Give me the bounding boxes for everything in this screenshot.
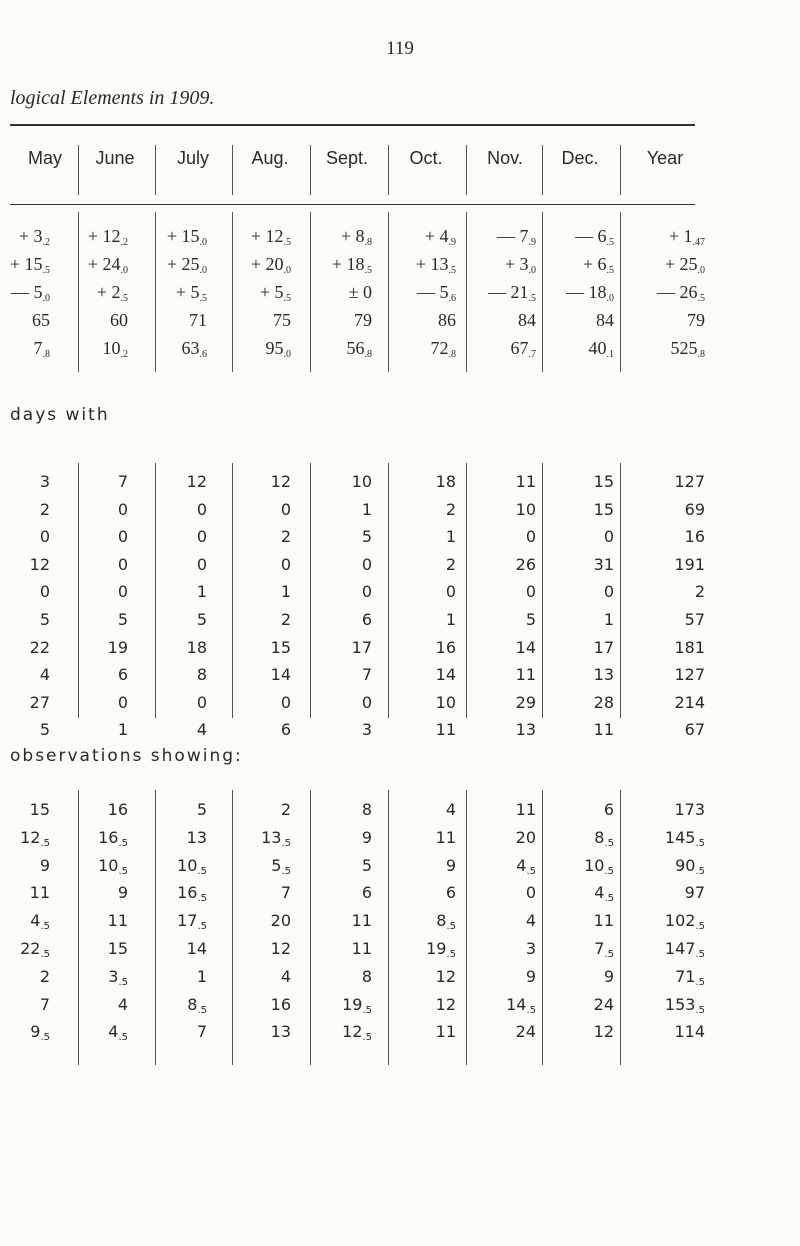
table-cell: 9 <box>525 966 536 986</box>
table-cell: 11 <box>351 911 372 931</box>
table-cell: 57 <box>684 610 705 629</box>
table-cell: 12 <box>270 939 291 958</box>
table-cell: — $26_{.5}$ <box>657 282 705 304</box>
table-cell: $4_{.5}$ <box>594 883 614 905</box>
table-cell: 15 <box>107 939 128 958</box>
table-cell: 11 <box>435 720 456 740</box>
table-cell: 13 <box>593 665 614 685</box>
table-cell: $4_{.5}$ <box>516 855 536 877</box>
table-cell: $7_{.8}$ <box>33 338 50 360</box>
table-cell: 9 <box>603 966 614 986</box>
column-rule <box>620 212 621 372</box>
table-cell: 2 <box>280 800 291 819</box>
column-rule <box>466 145 467 195</box>
header-rule <box>10 204 695 205</box>
table-cell: 11 <box>515 665 536 685</box>
table-cell: + $15_{.0}$ <box>166 226 207 248</box>
table-cell: 10 <box>435 692 456 712</box>
table-cell: $145_{.5}$ <box>664 827 705 849</box>
table-cell: + $6_{.5}$ <box>582 254 614 276</box>
table-cell: 4 <box>117 994 128 1014</box>
table-cell: 2 <box>39 966 50 986</box>
table-cell: 2 <box>445 554 456 574</box>
table-cell: 0 <box>525 883 536 903</box>
table-cell: 11 <box>435 827 456 847</box>
table-cell: + $4_{.9}$ <box>424 226 456 248</box>
table-cell: $72_{.8}$ <box>430 338 456 360</box>
table-cell: + $3_{.2}$ <box>18 226 50 248</box>
table-cell: 5 <box>361 527 372 547</box>
table-cell: 13 <box>515 720 536 740</box>
table-cell: 60 <box>110 310 128 330</box>
table-cell: $16_{.5}$ <box>98 827 128 849</box>
table-cell: $7_{.5}$ <box>594 939 614 960</box>
table-cell: — $21_{.5}$ <box>488 282 536 304</box>
table-cell: 13 <box>186 827 207 847</box>
column-header: Year <box>646 148 684 168</box>
table-cell: 11 <box>29 883 50 903</box>
table-cell: 18 <box>435 472 456 491</box>
table-cell: $14_{.5}$ <box>506 994 536 1016</box>
table-cell: $4_{.5}$ <box>108 1022 128 1044</box>
table-cell: + $12_{.5}$ <box>250 226 291 248</box>
column-header: July <box>176 148 209 168</box>
table-cell: 13 <box>270 1022 291 1042</box>
table-cell: 1 <box>361 499 372 519</box>
table-cell: 11 <box>593 911 614 931</box>
table-cell: 0 <box>196 554 207 574</box>
table-cell: 12 <box>29 554 50 574</box>
table-cell: 0 <box>39 527 50 547</box>
table-cell: $40_{.1}$ <box>588 338 614 360</box>
table-cell: + $25_{.0}$ <box>166 254 207 276</box>
section-label-observations: observations showing: <box>10 746 243 766</box>
table-cell: 10 <box>351 472 372 491</box>
table-cell: 31 <box>593 554 614 574</box>
table-cell: 11 <box>107 911 128 931</box>
table-cell: + $2_{.5}$ <box>96 282 128 304</box>
table-cell: 0 <box>361 692 372 712</box>
table-cell: 8 <box>361 966 372 986</box>
table-cell: 181 <box>674 637 705 657</box>
column-rule <box>155 145 156 195</box>
table-cell: 20 <box>270 911 291 931</box>
table-cell: — $5_{.6}$ <box>417 282 456 304</box>
table-cell: $22_{.5}$ <box>20 939 50 960</box>
table-cell: 4 <box>39 665 50 685</box>
table-cell: 4 <box>525 911 536 931</box>
table-cell: 8 <box>196 665 207 685</box>
table-cell: 79 <box>354 310 372 330</box>
table-cell: 20 <box>515 827 536 847</box>
table-cell: + $1_{.47}$ <box>668 226 705 248</box>
table-cell: 6 <box>361 610 372 629</box>
table-cell: $95_{.0}$ <box>265 338 291 360</box>
table-cell: 1 <box>445 610 456 629</box>
table-cell: $8_{.5}$ <box>594 827 614 849</box>
table-cell: + $12_{.2}$ <box>87 226 128 248</box>
table-cell: $10_{.5}$ <box>98 855 128 877</box>
table-cell: $67_{.7}$ <box>510 338 536 360</box>
table-cell: 18 <box>186 637 207 657</box>
table-cell: 24 <box>593 994 614 1014</box>
table-cell: 86 <box>438 310 456 330</box>
table-cell: 0 <box>361 554 372 574</box>
table-cell: — $7_{.9}$ <box>497 226 536 248</box>
table-cell: + $25_{.0}$ <box>664 254 705 276</box>
table-cell: $10_{.5}$ <box>177 855 207 877</box>
table-cell: 15 <box>29 800 50 819</box>
table-cell: 15 <box>593 499 614 519</box>
table-cell: ± 0 <box>348 282 372 302</box>
table-cell: 7 <box>117 472 128 491</box>
table-cell: $8_{.5}$ <box>436 911 456 933</box>
table-cell: 97 <box>684 883 705 903</box>
table-cell: — $18_{.0}$ <box>566 282 614 304</box>
table-cell: 16 <box>270 994 291 1014</box>
table-cell: 12 <box>435 994 456 1014</box>
column-rule <box>542 145 543 195</box>
table-cell: 0 <box>196 527 207 547</box>
column-rule <box>620 145 621 195</box>
table-cell: 6 <box>280 720 291 740</box>
column-rule <box>310 145 311 195</box>
table-cell: 3 <box>525 939 536 958</box>
table-cell: 5 <box>39 720 50 740</box>
table-cell: 14 <box>186 939 207 958</box>
table-cell: 6 <box>361 883 372 903</box>
table-cell: $8_{.5}$ <box>187 994 207 1016</box>
table-cell: 7 <box>361 665 372 685</box>
table-cell: 0 <box>445 582 456 602</box>
table-cell: 0 <box>603 527 614 547</box>
table-cell: 0 <box>117 527 128 547</box>
table-cell: 0 <box>117 554 128 574</box>
table-cell: 4 <box>445 800 456 819</box>
table-cell: 11 <box>515 800 536 819</box>
table-cell: 71 <box>189 310 207 330</box>
table-cell: 11 <box>435 1022 456 1042</box>
table-cell: 67 <box>684 720 705 740</box>
table-cell: $16_{.5}$ <box>177 883 207 905</box>
table-cell: 1 <box>196 582 207 602</box>
table-cell: 1 <box>117 720 128 740</box>
table-cell: 16 <box>684 527 705 547</box>
column-header: Dec. <box>561 148 599 168</box>
table-cell: — $6_{.5}$ <box>575 226 614 248</box>
table-cell: $56_{.8}$ <box>346 338 372 360</box>
table-cell: 6 <box>445 883 456 903</box>
table-cell: 0 <box>525 582 536 602</box>
table-cell: 12 <box>593 1022 614 1042</box>
table-cell: 9 <box>39 855 50 875</box>
table-cell: 15 <box>270 637 291 657</box>
table-cell: 2 <box>280 610 291 629</box>
column-header: Nov. <box>487 148 523 168</box>
table-cell: 191 <box>674 554 705 574</box>
table-cell: 14 <box>515 637 536 657</box>
table-cell: $13_{.5}$ <box>261 827 291 849</box>
table-cell: + $3_{.0}$ <box>504 254 536 276</box>
table-cell: 0 <box>603 582 614 602</box>
table-cell: 5 <box>525 610 536 629</box>
table-cell: 26 <box>515 554 536 574</box>
table-cell: $17_{.5}$ <box>177 911 207 933</box>
table-cell: + $18_{.5}$ <box>331 254 372 276</box>
table-cell: 12 <box>186 472 207 491</box>
table-cell: 12 <box>270 472 291 491</box>
table-cell: 0 <box>117 499 128 519</box>
table-cell: $9_{.5}$ <box>30 1022 50 1044</box>
table-cell: 2 <box>694 582 705 602</box>
table-cell: — $5_{.0}$ <box>11 282 50 304</box>
table-cell: 1 <box>445 527 456 547</box>
column-header: Aug. <box>251 148 289 168</box>
table-cell: $525_{.8}$ <box>670 338 705 360</box>
table-cell: 29 <box>515 692 536 712</box>
column-rule <box>388 145 389 195</box>
table-cell: 0 <box>39 582 50 602</box>
table-cell: 24 <box>515 1022 536 1042</box>
table-cell: 214 <box>674 692 705 712</box>
table-cell: 1 <box>603 610 614 629</box>
page-number: 119 <box>386 38 414 59</box>
table-cell: + $8_{.8}$ <box>340 226 372 248</box>
table-cell: 2 <box>280 527 291 547</box>
table-cell: 0 <box>280 692 291 712</box>
table-cell: 11 <box>593 720 614 740</box>
table-cell: $4_{.5}$ <box>30 911 50 933</box>
table-cell: 2 <box>39 499 50 519</box>
table-cell: $5_{.5}$ <box>271 855 291 877</box>
table-cell: + $15_{.5}$ <box>9 254 50 276</box>
table-cell: 7 <box>39 994 50 1014</box>
column-header: June <box>95 148 135 168</box>
table-cell: 0 <box>280 499 291 519</box>
table-cell: 5 <box>196 800 207 819</box>
column-header: Sept. <box>325 148 369 168</box>
table-cell: 5 <box>361 855 372 875</box>
table-cell: $147_{.5}$ <box>664 939 705 960</box>
table-cell: 75 <box>273 310 291 330</box>
table-cell: 84 <box>596 310 614 330</box>
table-cell: + $20_{.0}$ <box>250 254 291 276</box>
table-cell: 5 <box>117 610 128 629</box>
table-cell: 16 <box>435 637 456 657</box>
table-cell: 0 <box>280 554 291 574</box>
column-rule <box>78 145 79 195</box>
table-cell: 27 <box>29 692 50 712</box>
table-cell: 8 <box>361 800 372 819</box>
table-cell: 19 <box>107 637 128 657</box>
table-cell: 3 <box>361 720 372 740</box>
column-header: Oct. <box>409 148 443 168</box>
table-cell: 28 <box>593 692 614 712</box>
table-cell: 84 <box>518 310 536 330</box>
table-cell: 0 <box>361 582 372 602</box>
table-cell: 0 <box>117 582 128 602</box>
table-cell: $19_{.5}$ <box>426 939 456 960</box>
column-rule <box>232 145 233 195</box>
table-cell: 0 <box>525 527 536 547</box>
table-cell: $10_{.2}$ <box>102 338 128 360</box>
table-cell: 65 <box>32 310 50 330</box>
table-cell: $12_{.5}$ <box>20 827 50 849</box>
table-cell: 22 <box>29 637 50 657</box>
table-cell: 69 <box>684 499 705 519</box>
table-cell: 17 <box>593 637 614 657</box>
table-cell: + $24_{.0}$ <box>87 254 128 276</box>
table-cell: 10 <box>515 499 536 519</box>
table-cell: 127 <box>674 472 705 491</box>
table-cell: 1 <box>280 582 291 602</box>
table-cell: 9 <box>361 827 372 847</box>
table-cell: 14 <box>435 665 456 685</box>
table-cell: $10_{.5}$ <box>584 855 614 877</box>
table-cell: 5 <box>196 610 207 629</box>
table-cell: 79 <box>687 310 705 330</box>
table-cell: 127 <box>674 665 705 685</box>
top-rule <box>10 124 695 126</box>
table-cell: 15 <box>593 472 614 491</box>
table-cell: + $5_{.5}$ <box>259 282 291 304</box>
table-cell: 5 <box>39 610 50 629</box>
table-cell: 3 <box>39 472 50 491</box>
column-rule <box>620 463 621 718</box>
table-cell: 4 <box>196 720 207 740</box>
table-cell: $12_{.5}$ <box>342 1022 372 1044</box>
table-cell: $71_{.5}$ <box>675 966 705 988</box>
table-cell: 11 <box>351 939 372 958</box>
column-header: May <box>27 148 62 168</box>
table-cell: 6 <box>117 665 128 685</box>
table-cell: $102_{.5}$ <box>664 911 705 933</box>
table-cell: 6 <box>603 800 614 819</box>
table-cell: 2 <box>445 499 456 519</box>
table-cell: $90_{.5}$ <box>675 855 705 877</box>
table-cell: 0 <box>196 499 207 519</box>
table-cell: 16 <box>107 800 128 819</box>
table-cell: $19_{.5}$ <box>342 994 372 1016</box>
table-cell: $153_{.5}$ <box>664 994 705 1016</box>
table-cell: 7 <box>196 1022 207 1042</box>
table-cell: 0 <box>117 692 128 712</box>
table-cell: 173 <box>674 800 705 819</box>
table-cell: $63_{.6}$ <box>181 338 207 360</box>
table-cell: 9 <box>445 855 456 875</box>
table-cell: 11 <box>515 472 536 491</box>
table-cell: 7 <box>280 883 291 903</box>
table-cell: 9 <box>117 883 128 903</box>
table-cell: 14 <box>270 665 291 685</box>
table-cell: 4 <box>280 966 291 986</box>
section-label-days-with: days with <box>10 405 110 425</box>
table-cell: 1 <box>196 966 207 986</box>
table-cell: 0 <box>196 692 207 712</box>
column-rule <box>620 790 621 1065</box>
table-cell: $3_{.5}$ <box>108 966 128 988</box>
table-cell: + $13_{.5}$ <box>415 254 456 276</box>
page-title: logical Elements in 1909. <box>10 87 215 109</box>
table-cell: 114 <box>674 1022 705 1042</box>
table-cell: 12 <box>435 966 456 986</box>
table-cell: 17 <box>351 637 372 657</box>
table-cell: + $5_{.5}$ <box>175 282 207 304</box>
